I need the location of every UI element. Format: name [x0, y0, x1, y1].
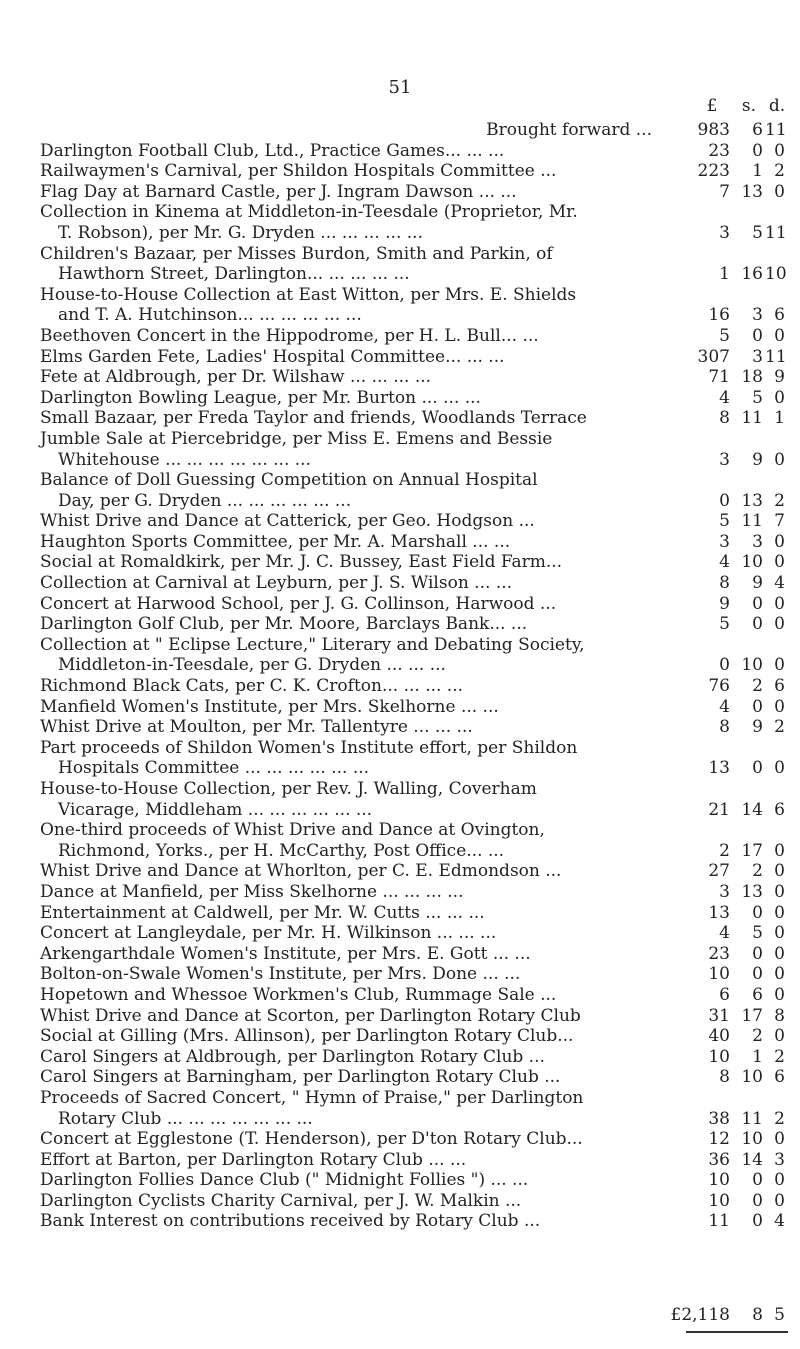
amount-shillings: 5: [752, 222, 763, 243]
ledger-row: [0, 717, 800, 738]
amount-pounds: 23: [708, 140, 730, 161]
amount-shillings: 6: [752, 984, 763, 1005]
description-line: Effort at Barton, per Darlington Rotary Club ... ...: [40, 1149, 467, 1170]
amount-pence: 0: [774, 614, 785, 635]
amount-pounds: 10: [708, 1190, 730, 1211]
amount-pounds: 36: [708, 1149, 730, 1170]
ledger-row: [0, 1006, 800, 1027]
amount-pounds: 8: [719, 1067, 730, 1088]
amount-pounds: 223: [697, 161, 730, 182]
amount-shillings: 14: [741, 799, 763, 820]
row-description: [40, 120, 652, 141]
amount-pence: 0: [774, 655, 785, 676]
ledger-row: [0, 1150, 800, 1171]
amount-pence: 0: [774, 140, 785, 161]
description-line: Darlington Follies Dance Club (" Midnight Follies ") ... ...: [40, 1170, 529, 1191]
row-description: [40, 326, 660, 347]
amount-pence: 4: [774, 573, 785, 594]
amount-shillings: 9: [752, 717, 763, 738]
ledger-row: [0, 182, 800, 203]
amount-pence: 4: [774, 1211, 785, 1232]
row-description: [40, 676, 660, 697]
amount-shillings: 9: [752, 449, 763, 470]
amount-pounds: 8: [719, 717, 730, 738]
amount-pounds: 4: [719, 923, 730, 944]
amount-pounds: 2: [719, 840, 730, 861]
amount-pence: 0: [774, 902, 785, 923]
description-continuation: Hospitals Committee ... ... ... ... ... ...: [58, 758, 370, 779]
description-continuation: and T. A. Hutchinson... ... ... ... ... ...: [58, 305, 362, 326]
ledger-row: [0, 923, 800, 944]
amount-pounds: 307: [697, 346, 730, 367]
amount-pounds: 983: [697, 120, 730, 140]
amount-pounds: 10: [708, 1046, 730, 1067]
description-continuation: Vicarage, Middleham ... ... ... ... ... ...: [58, 799, 373, 820]
row-description: [40, 614, 660, 635]
amount-pence: 0: [774, 943, 785, 964]
description-continuation: T. Robson), per Mr. G. Dryden ... ... ... ... ...: [58, 222, 423, 243]
row-description: [40, 347, 660, 368]
description-line: Darlington Bowling League, per Mr. Burton ... ... ...: [40, 387, 481, 408]
total-pence: 5: [774, 1305, 785, 1325]
total-pounds: £2,118: [670, 1305, 730, 1325]
ledger-row: [0, 614, 800, 635]
amount-pounds: 5: [719, 325, 730, 346]
amount-shillings: 6: [752, 120, 763, 140]
description-line: Railwaymen's Carnival, per Shildon Hospitals Committee ...: [40, 161, 557, 182]
amount-pounds: 13: [708, 758, 730, 779]
amount-pounds: 0: [719, 655, 730, 676]
amount-pounds: 31: [708, 1005, 730, 1026]
amount-shillings: 10: [741, 552, 763, 573]
ledger-row: [0, 882, 800, 903]
amount-pounds: 27: [708, 861, 730, 882]
description-line: Arkengarthdale Women's Institute, per Mrs. E. Gott ... ...: [40, 943, 531, 964]
amount-pence: 0: [774, 1026, 785, 1047]
ledger-row: [0, 944, 800, 965]
description-line: Social at Gilling (Mrs. Allinson), per Darlington Rotary Club...: [40, 1026, 574, 1047]
description-line: Hopetown and Whessoe Workmen's Club, Rummage Sale ...: [40, 984, 557, 1005]
amount-pence: 0: [774, 984, 785, 1005]
amount-pounds: 5: [719, 614, 730, 635]
amount-shillings: 13: [741, 881, 763, 902]
ledger-row: [0, 964, 800, 985]
amount-shillings: 0: [752, 696, 763, 717]
description-line: Collection at Carnival at Leyburn, per J. S. Wilson ... ...: [40, 573, 513, 594]
amount-pence: 0: [774, 881, 785, 902]
description-line: Fete at Aldbrough, per Dr. Wilshaw ... ... ... ...: [40, 367, 432, 388]
ledger-row: [0, 326, 800, 347]
row-description: [40, 1067, 660, 1088]
amount-pence: 2: [774, 161, 785, 182]
row-description: [40, 1191, 660, 1212]
row-description: [40, 182, 660, 203]
row-description: [40, 141, 660, 162]
description-line: Bank Interest on contributions received by Rotary Club ...: [40, 1211, 541, 1232]
amount-shillings: 0: [752, 1170, 763, 1191]
amount-shillings: 0: [752, 943, 763, 964]
row-description: [40, 1026, 660, 1047]
amount-shillings: 0: [752, 1190, 763, 1211]
amount-pence: 0: [774, 696, 785, 717]
amount-pounds: 8: [719, 408, 730, 429]
amount-pounds: 3: [719, 881, 730, 902]
amount-pounds: 21: [708, 799, 730, 820]
amount-pence: 0: [774, 552, 785, 573]
amount-shillings: 0: [752, 593, 763, 614]
ledger-row: [0, 1067, 800, 1088]
amount-pounds: 76: [708, 676, 730, 697]
description-continuation: Whitehouse ... ... ... ... ... ... ...: [58, 449, 311, 470]
ledger-row: [0, 903, 800, 924]
ledger-row: [0, 861, 800, 882]
amount-shillings: 0: [752, 325, 763, 346]
amount-pence: 7: [774, 511, 785, 532]
total-row: [0, 1305, 800, 1327]
row-description: [40, 1047, 660, 1068]
description-line: Entertainment at Caldwell, per Mr. W. Cutts ... ... ...: [40, 902, 485, 923]
row-description: [40, 820, 660, 861]
amount-pounds: 4: [719, 696, 730, 717]
amount-pence: 2: [774, 1046, 785, 1067]
amount-pence: 0: [774, 449, 785, 470]
row-description: [40, 552, 660, 573]
description-line: Collection in Kinema at Middleton-in-Teesdale (Proprietor, Mr.: [40, 202, 578, 223]
amount-shillings: 0: [752, 614, 763, 635]
amount-pence: 6: [774, 799, 785, 820]
row-description: [40, 861, 660, 882]
description-line: Part proceeds of Shildon Women's Institute effort, per Shildon: [40, 737, 578, 758]
amount-pounds: 16: [708, 305, 730, 326]
amount-pence: 0: [774, 861, 785, 882]
row-description: [40, 1170, 660, 1191]
amount-pounds: 3: [719, 222, 730, 243]
amount-shillings: 0: [752, 758, 763, 779]
amount-pounds: 9: [719, 593, 730, 614]
ledger-row: [0, 511, 800, 532]
amount-shillings: 3: [752, 305, 763, 326]
amount-shillings: 11: [741, 1108, 763, 1129]
amount-shillings: 18: [741, 367, 763, 388]
description-line: Darlington Cyclists Charity Carnival, per J. W. Malkin ...: [40, 1190, 522, 1211]
description-continuation: Hawthorn Street, Darlington... ... ... ... ...: [58, 264, 410, 285]
row-description: [40, 285, 660, 326]
amount-pence: 6: [774, 305, 785, 326]
amount-shillings: 0: [752, 1211, 763, 1232]
ledger-row: [0, 985, 800, 1006]
description-line: Haughton Sports Committee, per Mr. A. Marshall ... ...: [40, 531, 511, 552]
row-description: [40, 1088, 660, 1129]
ledger-row: [0, 470, 800, 511]
amount-pounds: 4: [719, 552, 730, 573]
amount-pence: 0: [774, 1129, 785, 1150]
ledger-row: [0, 408, 800, 429]
description-continuation: Middleton-in-Teesdale, per G. Dryden ... ... ...: [58, 655, 446, 676]
amount-shillings: 5: [752, 387, 763, 408]
total-shillings: 8: [752, 1305, 763, 1325]
amount-pounds: 38: [708, 1108, 730, 1129]
amount-pence: 0: [774, 1190, 785, 1211]
amount-shillings: 17: [741, 840, 763, 861]
ledger-row: [0, 429, 800, 470]
amount-pounds: 3: [719, 449, 730, 470]
amount-shillings: 0: [752, 902, 763, 923]
amount-pence: 0: [774, 923, 785, 944]
row-description: [40, 367, 660, 388]
ledger-row: [0, 1026, 800, 1047]
ledger-row: [0, 244, 800, 285]
amount-pence: 0: [774, 181, 785, 202]
ledger-row: [0, 1047, 800, 1068]
row-description: [40, 388, 660, 409]
ledger-row: [0, 120, 800, 141]
ledger-row: [0, 141, 800, 162]
row-description: [40, 717, 660, 738]
amount-pence: 2: [774, 1108, 785, 1129]
amount-pounds: 5: [719, 511, 730, 532]
row-description: [40, 532, 660, 553]
amount-shillings: 11: [741, 408, 763, 429]
description-line: House-to-House Collection at East Witton, per Mrs. E. Shields: [40, 284, 577, 305]
amount-pence: 10: [765, 264, 787, 285]
row-description: [40, 161, 660, 182]
amount-shillings: 1: [752, 1046, 763, 1067]
amount-shillings: 10: [741, 655, 763, 676]
ledger-row: [0, 532, 800, 553]
ledger-row: [0, 738, 800, 779]
amount-shillings: 0: [752, 140, 763, 161]
description-line: Whist Drive at Moulton, per Mr. Tallentyre ... ... ...: [40, 717, 473, 738]
description-line: Concert at Egglestone (T. Henderson), per D'ton Rotary Club...: [40, 1129, 583, 1150]
amount-shillings: 13: [741, 490, 763, 511]
description-line: Concert at Harwood School, per J. G. Collinson, Harwood ...: [40, 593, 557, 614]
row-description: [40, 202, 660, 243]
amount-pence: 0: [774, 1170, 785, 1191]
amount-pounds: 7: [719, 181, 730, 202]
amount-pence: 0: [774, 387, 785, 408]
row-description: [40, 1150, 660, 1171]
ledger-row: [0, 697, 800, 718]
amount-pence: 2: [774, 717, 785, 738]
amount-pence: 0: [774, 531, 785, 552]
description-line: Manfield Women's Institute, per Mrs. Skelhorne ... ...: [40, 696, 499, 717]
amount-pence: 0: [774, 758, 785, 779]
row-description: [40, 738, 660, 779]
amount-pounds: 13: [708, 902, 730, 923]
row-description: [40, 573, 660, 594]
ledger-row: [0, 367, 800, 388]
amount-pounds: 4: [719, 387, 730, 408]
amount-pounds: 8: [719, 573, 730, 594]
amount-shillings: 3: [752, 346, 763, 367]
amount-pence: 0: [774, 840, 785, 861]
amount-shillings: 9: [752, 573, 763, 594]
amount-pence: 1: [774, 408, 785, 429]
amount-shillings: 3: [752, 531, 763, 552]
ledger-row: [0, 779, 800, 820]
row-description: [40, 1129, 660, 1150]
description-line: Collection at " Eclipse Lecture," Literary and Debating Society,: [40, 634, 585, 655]
ledger-row: [0, 820, 800, 861]
amount-pence: 9: [774, 367, 785, 388]
page-number: 51: [388, 77, 412, 98]
row-description: [40, 1006, 660, 1027]
row-description: [40, 470, 660, 511]
amount-pence: 11: [765, 222, 787, 243]
amount-pounds: 10: [708, 964, 730, 985]
description-line: Proceeds of Sacred Concert, " Hymn of Praise," per Darlington: [40, 1087, 584, 1108]
row-description: [40, 779, 660, 820]
amount-pence: 8: [774, 1005, 785, 1026]
ledger-row: [0, 161, 800, 182]
description-line: Richmond Black Cats, per C. K. Crofton... ... ... ...: [40, 676, 464, 697]
ledger-row: [0, 1170, 800, 1191]
description-line: Darlington Football Club, Ltd., Practice Games... ... ...: [40, 140, 505, 161]
description-line: House-to-House Collection, per Rev. J. Walling, Coverham: [40, 779, 537, 799]
amount-pence: 6: [774, 1067, 785, 1088]
amount-pence: 0: [774, 964, 785, 985]
shillings-header: s.: [741, 96, 757, 116]
row-description: [40, 964, 660, 985]
ledger-row: [0, 285, 800, 326]
description-line: One-third proceeds of Whist Drive and Dance at Ovington,: [40, 820, 545, 841]
description-line: Whist Drive and Dance at Scorton, per Darlington Rotary Club: [40, 1005, 581, 1026]
description-line: Bolton-on-Swale Women's Institute, per Mrs. Done ... ...: [40, 964, 521, 985]
ledger-row: [0, 635, 800, 676]
amount-pounds: 6: [719, 984, 730, 1005]
amount-pence: 6: [774, 676, 785, 697]
amount-shillings: 5: [752, 923, 763, 944]
description-line: Dance at Manfield, per Miss Skelhorne ... ... ... ...: [40, 881, 464, 902]
description-line: Beethoven Concert in the Hippodrome, per H. L. Bull... ...: [40, 325, 539, 346]
description-line: Flag Day at Barnard Castle, per J. Ingram Dawson ... ...: [40, 181, 517, 202]
amount-pence: 11: [765, 120, 787, 140]
amount-shillings: 13: [741, 181, 763, 202]
pence-header: d.: [768, 96, 786, 116]
ledger-row: [0, 388, 800, 409]
description-continuation: Richmond, Yorks., per H. McCarthy, Post Office... ...: [58, 840, 505, 861]
amount-shillings: 10: [741, 1067, 763, 1088]
amount-pence: 0: [774, 593, 785, 614]
amount-pence: 3: [774, 1149, 785, 1170]
amount-pounds: 10: [708, 1170, 730, 1191]
ledger-row: [0, 1211, 800, 1232]
ledger-row: [0, 573, 800, 594]
amount-pounds: 71: [708, 367, 730, 388]
description-line: Elms Garden Fete, Ladies' Hospital Committee... ... ...: [40, 346, 505, 367]
description-continuation: Rotary Club ... ... ... ... ... ... ...: [58, 1108, 313, 1129]
row-description: [40, 511, 660, 532]
row-description: [40, 923, 660, 944]
amount-pounds: 0: [719, 490, 730, 511]
amount-pounds: 3: [719, 531, 730, 552]
ledger-row: [0, 552, 800, 573]
row-description: [40, 944, 660, 965]
description-line: Small Bazaar, per Freda Taylor and friends, Woodlands Terrace: [40, 408, 587, 429]
amount-pounds: 11: [708, 1211, 730, 1232]
ledger-row: [0, 202, 800, 243]
description-line: Darlington Golf Club, per Mr. Moore, Barclays Bank... ...: [40, 614, 528, 635]
amount-shillings: 14: [741, 1149, 763, 1170]
amount-shillings: 2: [752, 861, 763, 882]
amount-shillings: 16: [741, 264, 763, 285]
amount-shillings: 1: [752, 161, 763, 182]
amount-shillings: 2: [752, 676, 763, 697]
amount-shillings: 0: [752, 964, 763, 985]
ledger-row: [0, 1129, 800, 1150]
row-description: [40, 1211, 660, 1232]
ledger-table: [0, 120, 800, 1232]
row-description: [40, 697, 660, 718]
ledger-row: [0, 594, 800, 615]
row-description: [40, 244, 660, 285]
amount-shillings: 11: [741, 511, 763, 532]
row-description: [40, 903, 660, 924]
row-description: [40, 985, 660, 1006]
row-description: [40, 594, 660, 615]
total-underline: [686, 1331, 788, 1333]
description-line: Children's Bazaar, per Misses Burdon, Smith and Parkin, of: [40, 243, 553, 264]
row-description: [40, 635, 660, 676]
amount-pounds: 1: [719, 264, 730, 285]
description-line: Jumble Sale at Piercebridge, per Miss E. Emens and Bessie: [40, 428, 553, 449]
ledger-row: [0, 1088, 800, 1129]
description-line: Balance of Doll Guessing Competition on Annual Hospital: [40, 470, 538, 491]
description-line: Concert at Langleydale, per Mr. H. Wilkinson ... ... ...: [40, 923, 497, 944]
amount-shillings: 2: [752, 1026, 763, 1047]
amount-pounds: 40: [708, 1026, 730, 1047]
row-description: [40, 429, 660, 470]
pounds-header: £: [706, 96, 718, 116]
row-description: [40, 408, 660, 429]
description-line: Whist Drive and Dance at Whorlton, per C. E. Edmondson ...: [40, 861, 562, 882]
amount-pence: 11: [765, 346, 787, 367]
currency-header: [0, 96, 800, 120]
description-line: Carol Singers at Aldbrough, per Darlington Rotary Club ...: [40, 1046, 545, 1067]
amount-pounds: 12: [708, 1129, 730, 1150]
amount-pence: 2: [774, 490, 785, 511]
amount-shillings: 10: [741, 1129, 763, 1150]
row-description: [40, 882, 660, 903]
description-line: Social at Romaldkirk, per Mr. J. C. Bussey, East Field Farm...: [40, 552, 563, 573]
amount-pounds: 23: [708, 943, 730, 964]
ledger-row: [0, 676, 800, 697]
description-line: Whist Drive and Dance at Catterick, per Geo. Hodgson ...: [40, 511, 535, 532]
ledger-row: [0, 1191, 800, 1212]
description-continuation: Day, per G. Dryden ... ... ... ... ... ...: [58, 490, 352, 511]
description-line: Brought forward ...: [486, 120, 652, 140]
description-line: Carol Singers at Barningham, per Darlington Rotary Club ...: [40, 1067, 561, 1088]
amount-pence: 0: [774, 325, 785, 346]
amount-shillings: 17: [741, 1005, 763, 1026]
ledger-row: [0, 347, 800, 368]
